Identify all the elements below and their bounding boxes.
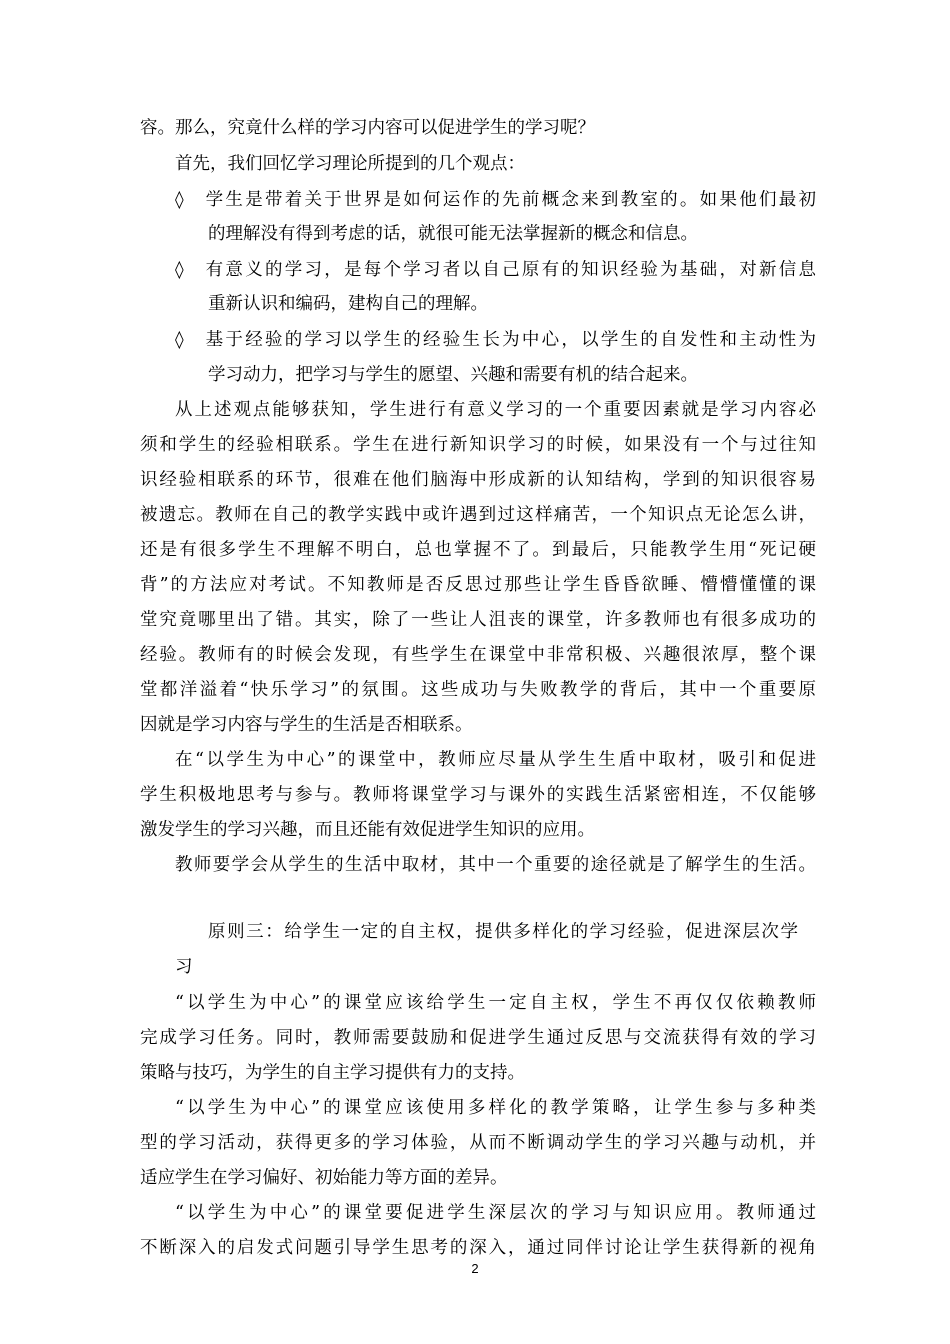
paragraph-line: 策略与技巧，为学生的自主学习提供有力的支持。 [140, 1063, 525, 1083]
section-heading: 原则三：给学生一定的自主权，提供多样化的学习经验，促进深层次学 [208, 922, 798, 942]
section-heading-continuation: 习 [175, 957, 193, 977]
paragraph-line: 被遗忘。教师在自己的教学实践中或许遇到过这样痛苦，一个知识点无论怎么讲， [140, 505, 816, 525]
paragraph-line: 从上述观点能够获知，学生进行有意义学习的一个重要因素就是学习内容必 [175, 400, 816, 420]
bullet-item: ◊ 有意义的学习，是每个学习者以自己原有的知识经验为基础，对新信息 [175, 260, 816, 280]
paragraph-line: 堂究竟哪里出了错。其实，除了一些让人沮丧的课堂，许多教师也有很多成功的 [140, 610, 816, 630]
paragraph-line: 完成学习任务。同时，教师需要鼓励和促进学生通过反思与交流获得有效的学习 [140, 1028, 816, 1048]
paragraph-line: 因就是学习内容与学生的生活是否相联系。 [140, 715, 473, 735]
paragraph-line: 堂都洋溢着“快乐学习”的氛围。这些成功与失败教学的背后，其中一个重要原 [140, 680, 816, 700]
page-number: 2 [471, 1261, 479, 1276]
bullet-item-continuation: 学习动力，把学习与学生的愿望、兴趣和需要有机的结合起来。 [208, 365, 698, 385]
paragraph-line: 经验。教师有的时候会发现，有些学生在课堂中非常积极、兴趣很浓厚，整个课 [140, 645, 816, 665]
paragraph-line: 不断深入的启发式问题引导学生思考的深入，通过同伴讨论让学生获得新的视角 [140, 1238, 816, 1258]
bullet-item: ◊ 基于经验的学习以学生的经验生长为中心，以学生的自发性和主动性为 [175, 330, 816, 350]
paragraph-line: “以学生为中心”的课堂应该使用多样化的教学策略，让学生参与多种类 [175, 1098, 816, 1118]
paragraph-line: 型的学习活动，获得更多的学习体验，从而不断调动学生的学习兴趣与动机，并 [140, 1133, 816, 1153]
paragraph-line: “以学生为中心”的课堂应该给学生一定自主权，学生不再仅仅依赖教师 [175, 993, 816, 1013]
bullet-item-continuation: 的理解没有得到考虑的话，就很可能无法掌握新的概念和信息。 [208, 224, 698, 244]
bullet-item: ◊ 学生是带着关于世界是如何运作的先前概念来到教室的。如果他们最初 [175, 190, 816, 210]
paragraph-line: 激发学生的学习兴趣，而且还能有效促进学生知识的应用。 [140, 820, 595, 840]
paragraph-line: 识经验相联系的环节，很难在他们脑海中形成新的认知结构，学到的知识很容易 [140, 470, 816, 490]
paragraph-line: 背”的方法应对考试。不知教师是否反思过那些让学生昏昏欲睡、懵懵懂懂的课 [140, 575, 816, 595]
paragraph-line: “以学生为中心”的课堂要促进学生深层次的学习与知识应用。教师通过 [175, 1203, 816, 1223]
paragraph-line: 还是有很多学生不理解不明白，总也掌握不了。到最后，只能教学生用“死记硬 [140, 540, 816, 560]
bullet-item-continuation: 重新认识和编码，建构自己的理解。 [208, 294, 488, 314]
paragraph-line: 须和学生的经验相联系。学生在进行新知识学习的时候，如果没有一个与过往知 [140, 435, 816, 455]
paragraph-line: 学生积极地思考与参与。教师将课堂学习与课外的实践生活紧密相连，不仅能够 [140, 785, 816, 805]
paragraph-line: 容。那么，究竟什么样的学习内容可以促进学生的学习呢？ [140, 118, 595, 138]
paragraph-line: 首先，我们回忆学习理论所提到的几个观点： [175, 154, 525, 174]
paragraph-line: 适应学生在学习偏好、初始能力等方面的差异。 [140, 1168, 508, 1188]
paragraph-line: 教师要学会从学生的生活中取材，其中一个重要的途径就是了解学生的生活。 [175, 855, 816, 875]
paragraph-line: 在“以学生为中心”的课堂中，教师应尽量从学生生盾中取材，吸引和促进 [175, 750, 816, 770]
